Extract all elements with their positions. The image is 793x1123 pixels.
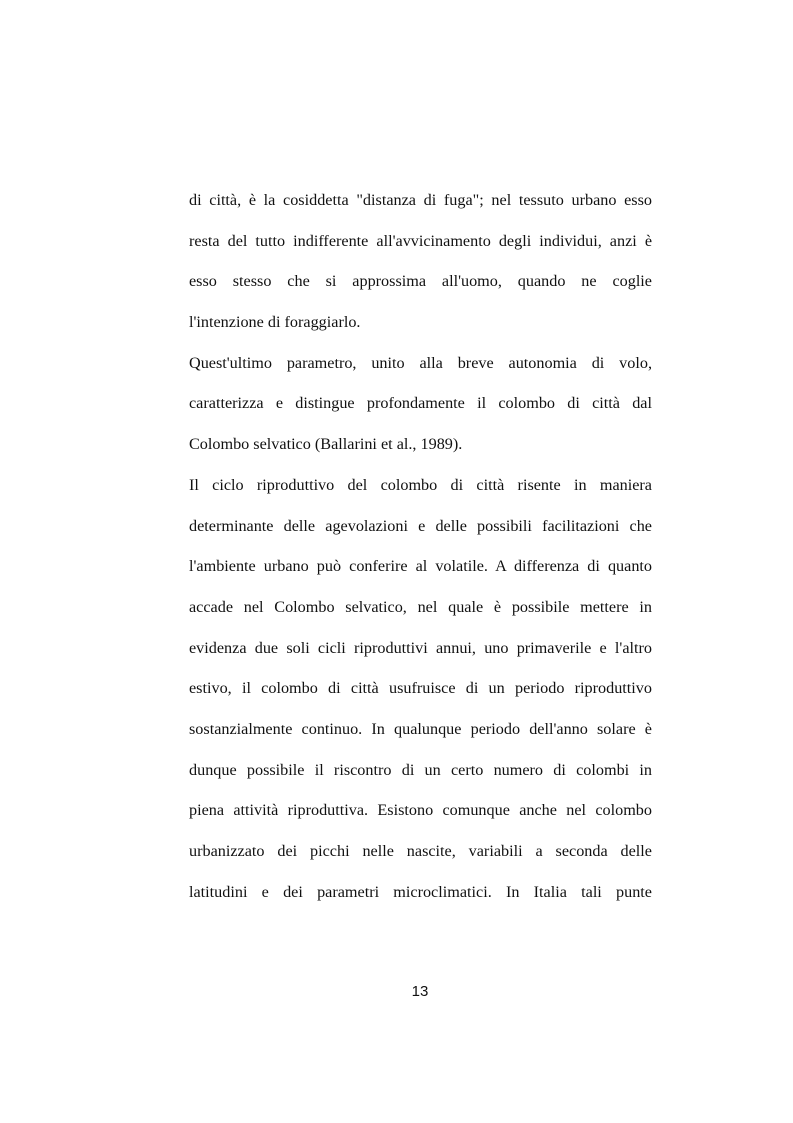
text-line: caratterizza e distingue profondamente il colombo di città dal	[189, 394, 652, 413]
text-line: l'ambiente urbano può conferire al volatile. A differenza di quanto	[189, 557, 652, 576]
page-number: 13	[411, 983, 429, 1000]
text-line: resta del tutto indifferente all'avvicinamento degli individui, anzi è	[189, 231, 652, 250]
text-line: evidenza due soli cicli riproduttivi annui, uno primaverile e l'altro	[189, 638, 652, 657]
text-line: latitudini e dei parametri microclimatici. In Italia tali punte	[189, 882, 652, 901]
text-line: di città, è la cosiddetta "distanza di fuga"; nel tessuto urbano esso	[189, 191, 652, 209]
text-line: sostanzialmente continuo. In qualunque periodo dell'anno solare è	[189, 719, 652, 738]
text-line: estivo, il colombo di città usufruisce di un periodo riproduttivo	[189, 679, 652, 698]
text-line: Il ciclo riproduttivo del colombo di città risente in maniera	[189, 475, 652, 494]
text-line: esso stesso che si approssima all'uomo, quando ne coglie	[189, 272, 652, 291]
text-line: Quest'ultimo parametro, unito alla breve autonomia di volo,	[189, 353, 652, 372]
paragraph-end-line: l'intenzione di foraggiarlo.	[189, 313, 361, 332]
text-line: determinante delle agevolazioni e delle possibili facilitazioni che	[189, 516, 652, 535]
paragraph-end-line: Colombo selvatico (Ballarini et al., 1989).	[189, 435, 463, 454]
text-line: dunque possibile il riscontro di un certo numero di colombi in	[189, 760, 652, 779]
text-line: accade nel Colombo selvatico, nel quale è possibile mettere in	[189, 597, 652, 616]
text-line: piena attività riproduttiva. Esistono comunque anche nel colombo	[189, 801, 652, 820]
text-line: urbanizzato dei picchi nelle nascite, variabili a seconda delle	[189, 842, 652, 860]
body-text	[189, 184, 652, 916]
